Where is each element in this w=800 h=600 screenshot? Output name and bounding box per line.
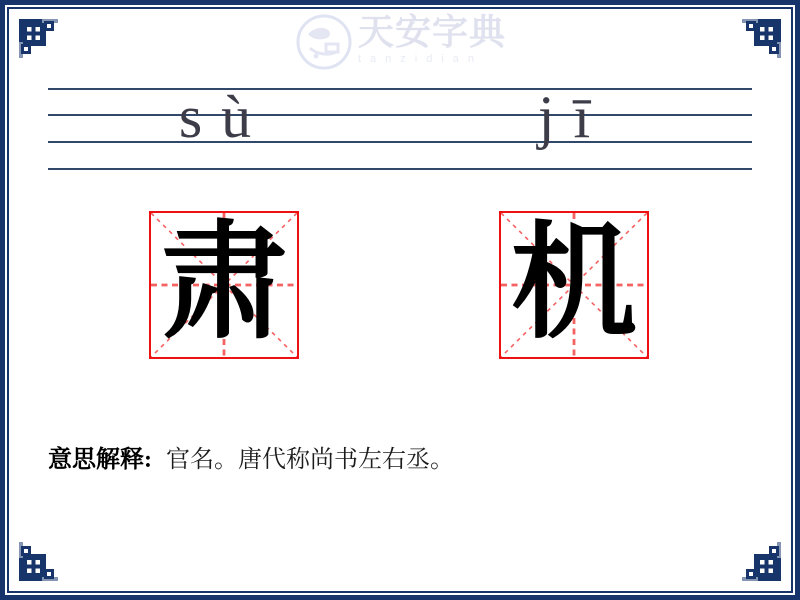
- corner-fret-ornament-bottom-right: [742, 542, 792, 592]
- brand-name: 天安字典: [358, 12, 507, 52]
- fret-pattern-icon: [742, 8, 792, 58]
- character-glyph-1: 肃: [161, 215, 287, 354]
- pinyin-syllable-1: s ù: [178, 84, 254, 150]
- brand-logo: [296, 12, 506, 70]
- corner-fret-ornament-top-left: [8, 8, 58, 58]
- character-grid-box-1: [149, 211, 299, 359]
- definition-line: [48, 444, 454, 476]
- fret-pattern-icon: [8, 542, 58, 592]
- brand-subtitle: tanzidian: [358, 53, 484, 65]
- definition-text: 官名。唐代称尚书左右丞。: [166, 447, 454, 473]
- staff-line: [48, 168, 752, 170]
- fret-pattern-icon: [8, 8, 58, 58]
- staff-line: [48, 88, 752, 90]
- seal-globe-icon: [296, 14, 352, 70]
- staff-line: [48, 141, 752, 143]
- corner-fret-ornament-bottom-left: [8, 542, 58, 592]
- pinyin-syllable-2: j ī: [537, 84, 593, 150]
- definition-label: 意思解释:: [48, 447, 152, 473]
- character-glyph-2: 机: [511, 215, 637, 354]
- staff-line: [48, 114, 752, 116]
- corner-fret-ornament-top-right: [742, 8, 792, 58]
- pinyin-staff: [48, 84, 752, 170]
- character-grid-box-2: [499, 211, 649, 359]
- fret-pattern-icon: [742, 542, 792, 592]
